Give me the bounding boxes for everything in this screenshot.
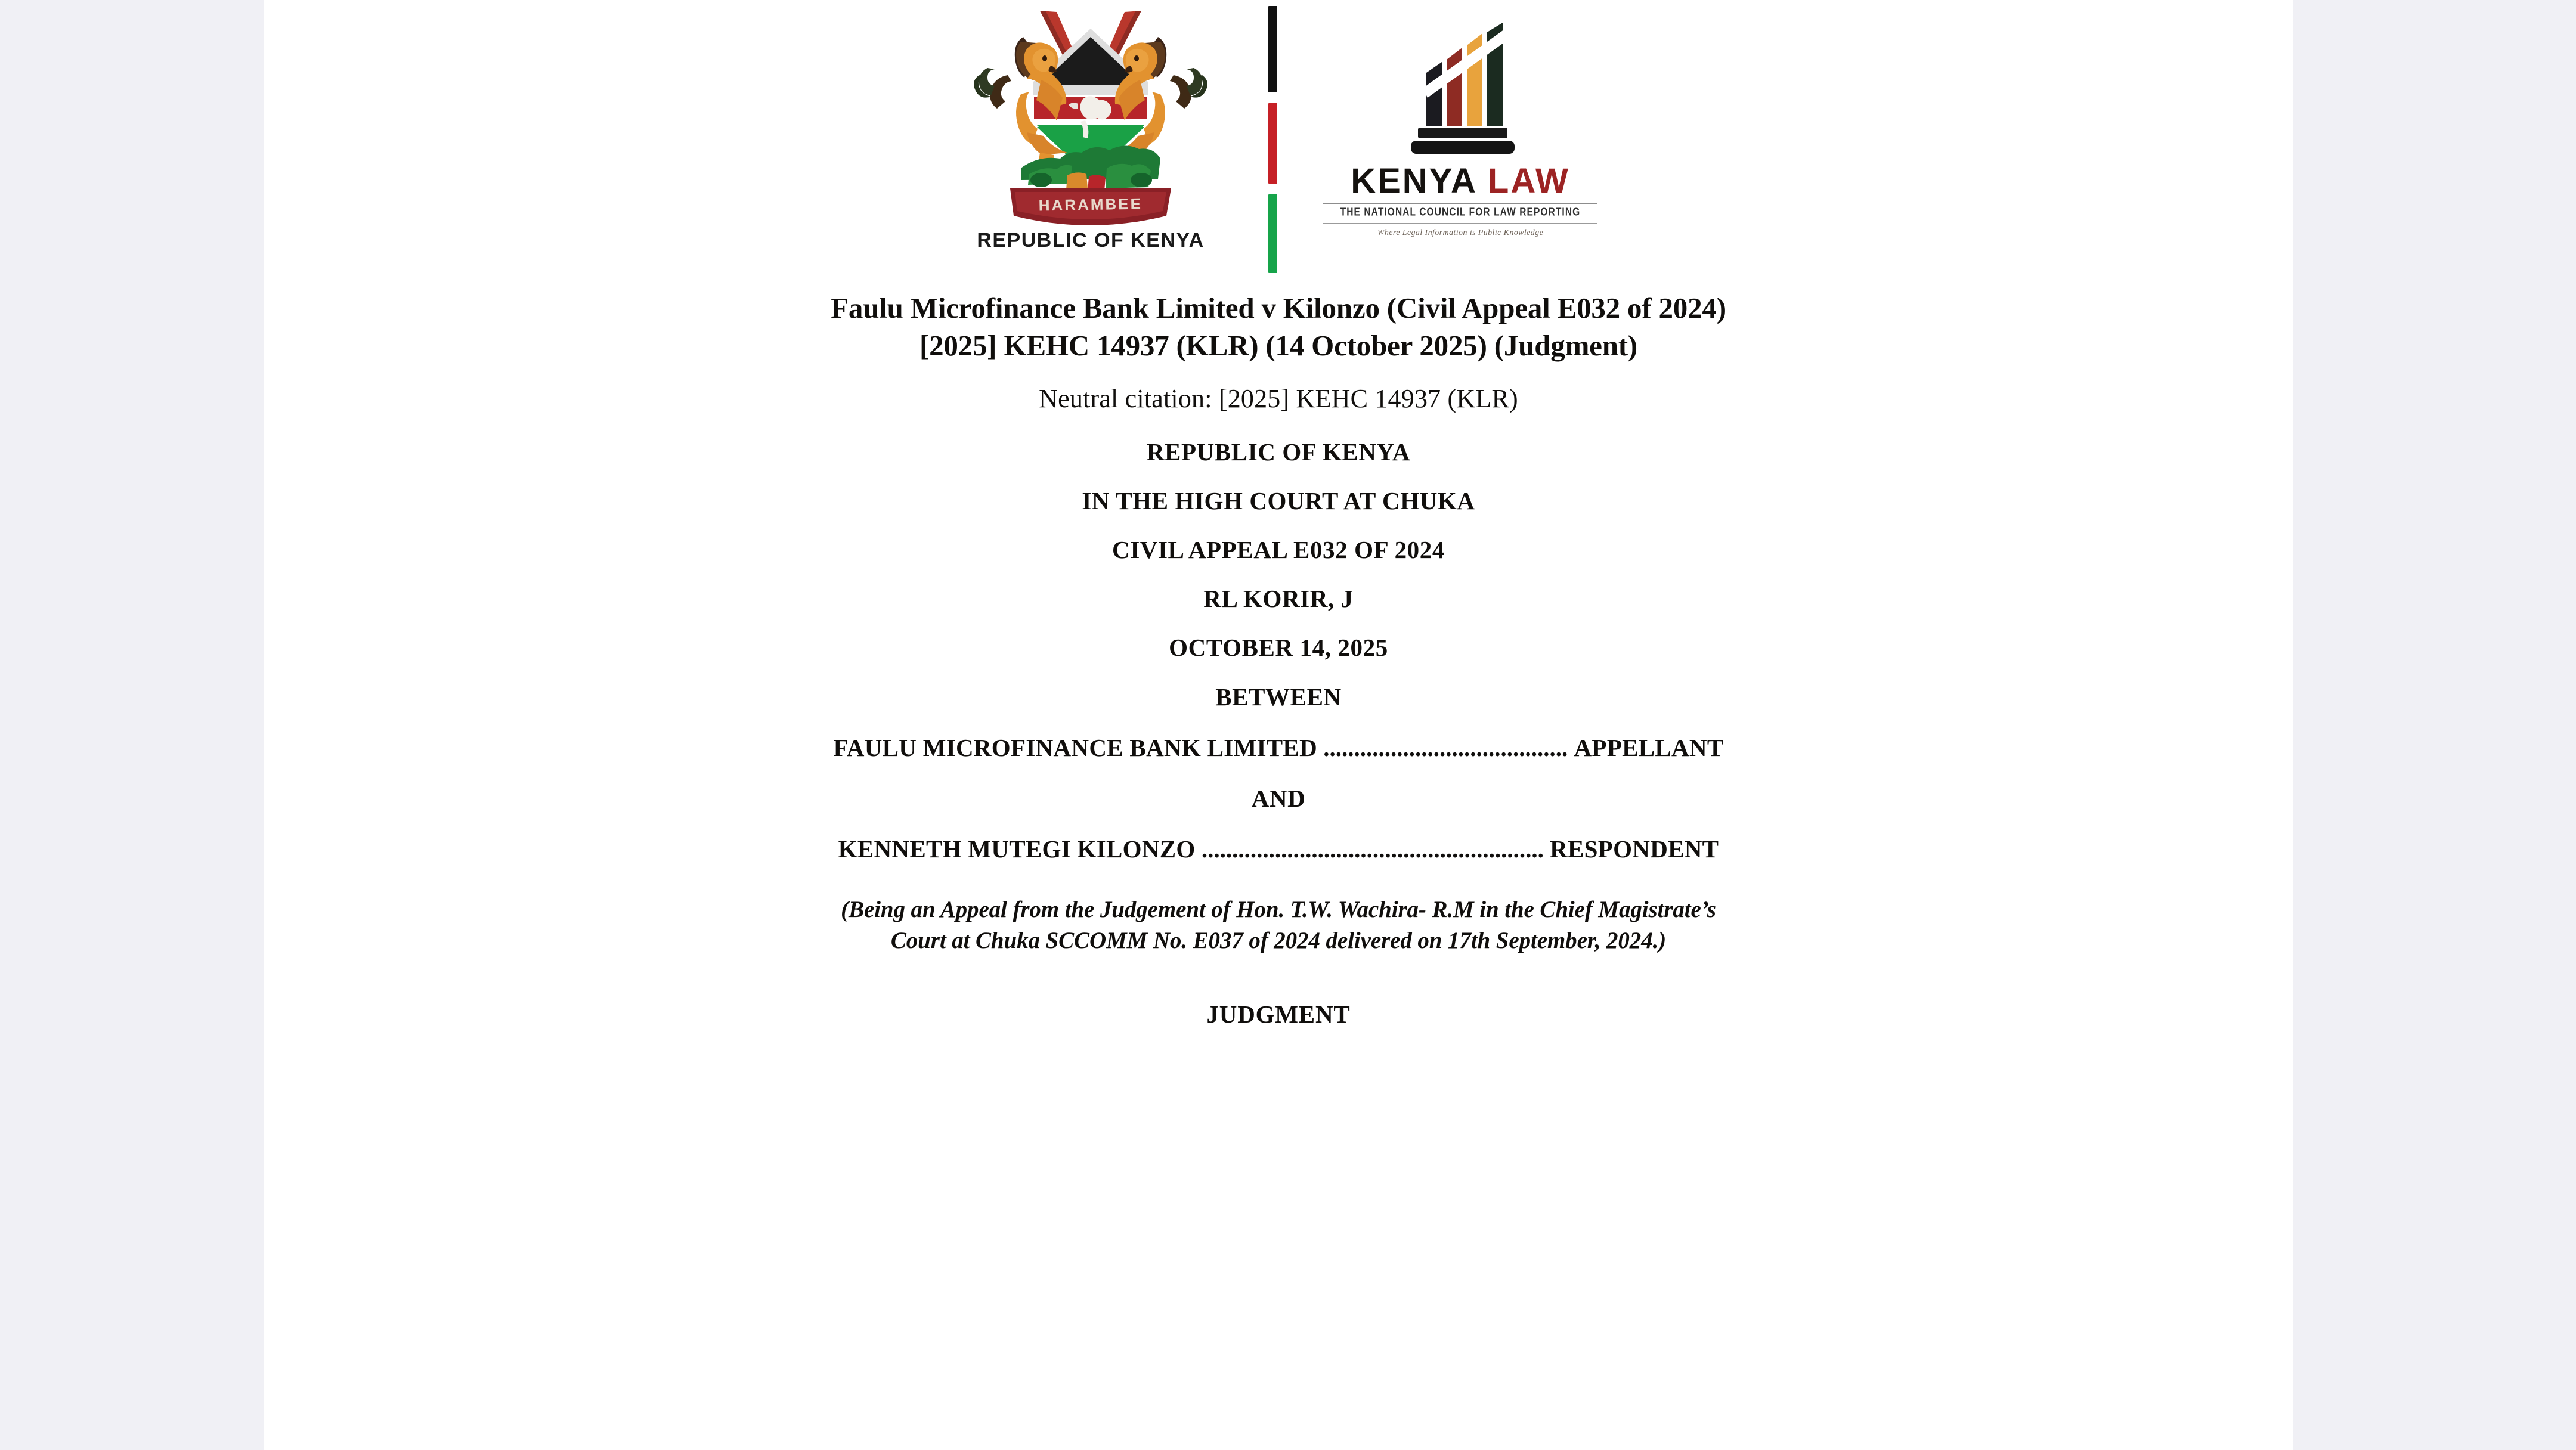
appellant-leader: ........................................ xyxy=(1317,734,1574,762)
court-heading-judge: RL KORIR, J xyxy=(1203,585,1354,613)
appellant-name: FAULU MICROFINANCE BANK LIMITED xyxy=(833,734,1317,762)
between-label: BETWEEN xyxy=(1215,683,1342,711)
coat-of-arms-block xyxy=(942,5,1240,252)
and-label: AND xyxy=(1251,785,1306,813)
document-body xyxy=(264,290,2293,1027)
court-heading-court: IN THE HIGH COURT AT CHUKA xyxy=(1082,487,1475,515)
appellant-line xyxy=(336,736,2221,760)
kenya-law-rule-top xyxy=(1323,203,1597,204)
case-title xyxy=(336,290,2221,364)
kenya-law-pillars-logo-icon xyxy=(1392,16,1529,156)
kenya-law-tagline: Where Legal Information is Public Knowledge xyxy=(1377,228,1544,237)
document-masthead xyxy=(264,5,2293,279)
court-heading-date: OCTOBER 14, 2025 xyxy=(1169,634,1388,662)
coat-of-arms-caption: REPUBLIC OF KENYA xyxy=(977,229,1205,252)
kenya-law-block xyxy=(1305,5,1615,238)
document-page xyxy=(264,0,2293,1450)
case-title-line-1: Faulu Microfinance Bank Limited v Kilonzo (Civil Appeal E032 of 2024) xyxy=(831,292,1726,324)
kenya-law-wordmark xyxy=(1351,164,1570,199)
respondent-name: KENNETH MUTEGI KILONZO xyxy=(838,835,1196,863)
judgment-heading: JUDGMENT xyxy=(1206,1000,1351,1028)
court-heading-case-number: CIVIL APPEAL E032 OF 2024 xyxy=(1112,536,1445,564)
svg-text:HARAMBEE: HARAMBEE xyxy=(1038,194,1143,215)
appeal-source-note-line-2: Court at Chuka SCCOMM No. E037 of 2024 delivered on 17th September, 2024.) xyxy=(890,927,1667,953)
neutral-citation: Neutral citation: [2025] KEHC 14937 (KLR) xyxy=(1039,384,1518,414)
respondent-line xyxy=(336,837,2221,862)
kenya-law-rule-bottom xyxy=(1323,223,1597,224)
kenya-law-word-law: LAW xyxy=(1487,162,1570,200)
kenya-flag-bar-icon xyxy=(1240,5,1305,274)
court-heading-republic: REPUBLIC OF KENYA xyxy=(1146,438,1411,466)
respondent-role: RESPONDENT xyxy=(1550,835,1719,863)
appellant-role: APPELLANT xyxy=(1574,734,1724,762)
kenya-coat-of-arms-icon xyxy=(950,6,1231,227)
kenya-law-word-kenya: KENYA xyxy=(1351,162,1476,200)
court-heading xyxy=(336,440,2221,660)
kenya-law-subtitle: THE NATIONAL COUNCIL FOR LAW REPORTING xyxy=(1340,206,1581,219)
parties-block xyxy=(336,685,2221,862)
appeal-source-note-line-1: (Being an Appeal from the Judgement of Hon. T.W. Wachira- R.M in the Chief Magistrate’s xyxy=(841,897,1716,923)
respondent-leader: ........................................................ xyxy=(1195,835,1550,863)
case-title-line-2: [2025] KEHC 14937 (KLR) (14 October 2025) (Judgment) xyxy=(919,329,1638,362)
appeal-source-note xyxy=(336,894,2221,956)
